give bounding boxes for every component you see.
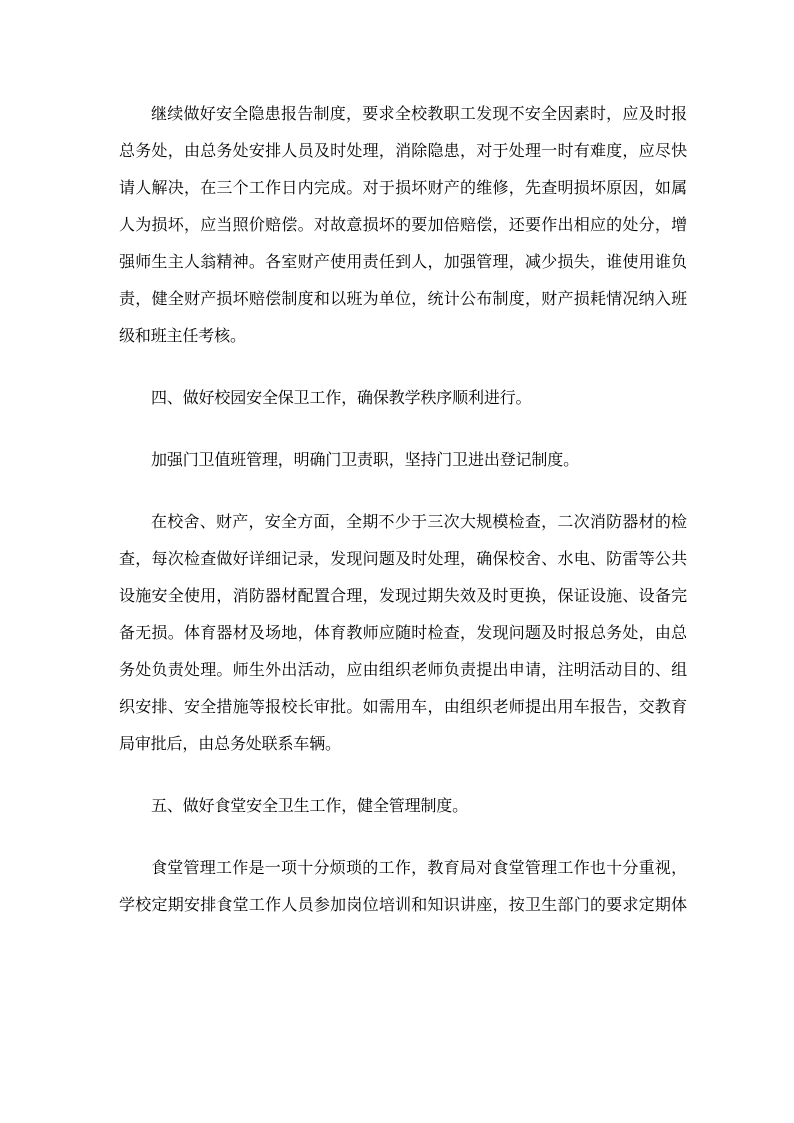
text-line: 强师生主人翁精神。各室财产使用责任到人，加强管理，减少损失，谁使用谁负 [119, 252, 687, 271]
section-heading-four [119, 387, 687, 408]
text-line: 加强门卫值班管理，明确门卫责职，坚持门卫进出登记制度。 [151, 450, 579, 469]
text-line: 级和班主任考核。 [119, 326, 246, 345]
text-line: 设施安全使用，消防器材配置合理，发现过期失效及时更换，保证设施、设备完 [119, 586, 687, 605]
paragraph-inspections [119, 511, 687, 754]
paragraph-canteen [119, 857, 687, 915]
text-line: 学校定期安排食堂工作人员参加岗位培训和知识讲座，按卫生部门的要求定期体 [119, 895, 687, 914]
text-line: 继续做好安全隐患报告制度，要求全校教职工发现不安全因素时，应及时报 [151, 104, 687, 123]
text-line: 请人解决，在三个工作日内完成。对于损坏财产的维修，先查明损坏原因，如属 [119, 178, 687, 197]
text-line: 局审批后，由总务处联系车辆。 [119, 734, 341, 753]
text-line: 备无损。体育器材及场地，体育教师应随时检查，发现问题及时报总务处，由总 [119, 623, 687, 642]
text-line: 在校舍、财产，安全方面，全期不少于三次大规模检查，二次消防器材的检 [151, 512, 687, 531]
text-line: 食堂管理工作是一项十分烦琐的工作，教育局对食堂管理工作也十分重视， [151, 858, 687, 877]
paragraph-gate-guard [119, 449, 687, 470]
text-line: 总务处，由总务处安排人员及时处理，消除隐患，对于处理一时有难度，应尽快 [119, 141, 687, 160]
text-line: 四、做好校园安全保卫工作，确保教学秩序顺利进行。 [151, 388, 532, 407]
document-body [119, 103, 687, 915]
text-line: 五、做好食堂安全卫生工作，健全管理制度。 [151, 796, 469, 815]
text-line: 人为损坏，应当照价赔偿。对故意损坏的要加倍赔偿，还要作出相应的处分，增 [119, 215, 687, 234]
text-line: 织安排、安全措施等报校长审批。如需用车，由组织老师提出用车报告，交教育 [119, 697, 687, 716]
section-heading-five [119, 795, 687, 816]
text-line: 查，每次检查做好详细记录，发现问题及时处理，确保校舍、水电、防雷等公共 [119, 549, 687, 568]
text-line: 务处负责处理。师生外出活动，应由组织老师负责提出申请，注明活动目的、组 [119, 660, 687, 679]
text-line: 责，健全财产损坏赔偿制度和以班为单位，统计公布制度，财产损耗情况纳入班 [119, 289, 687, 308]
paragraph-damage-reporting [119, 103, 687, 346]
